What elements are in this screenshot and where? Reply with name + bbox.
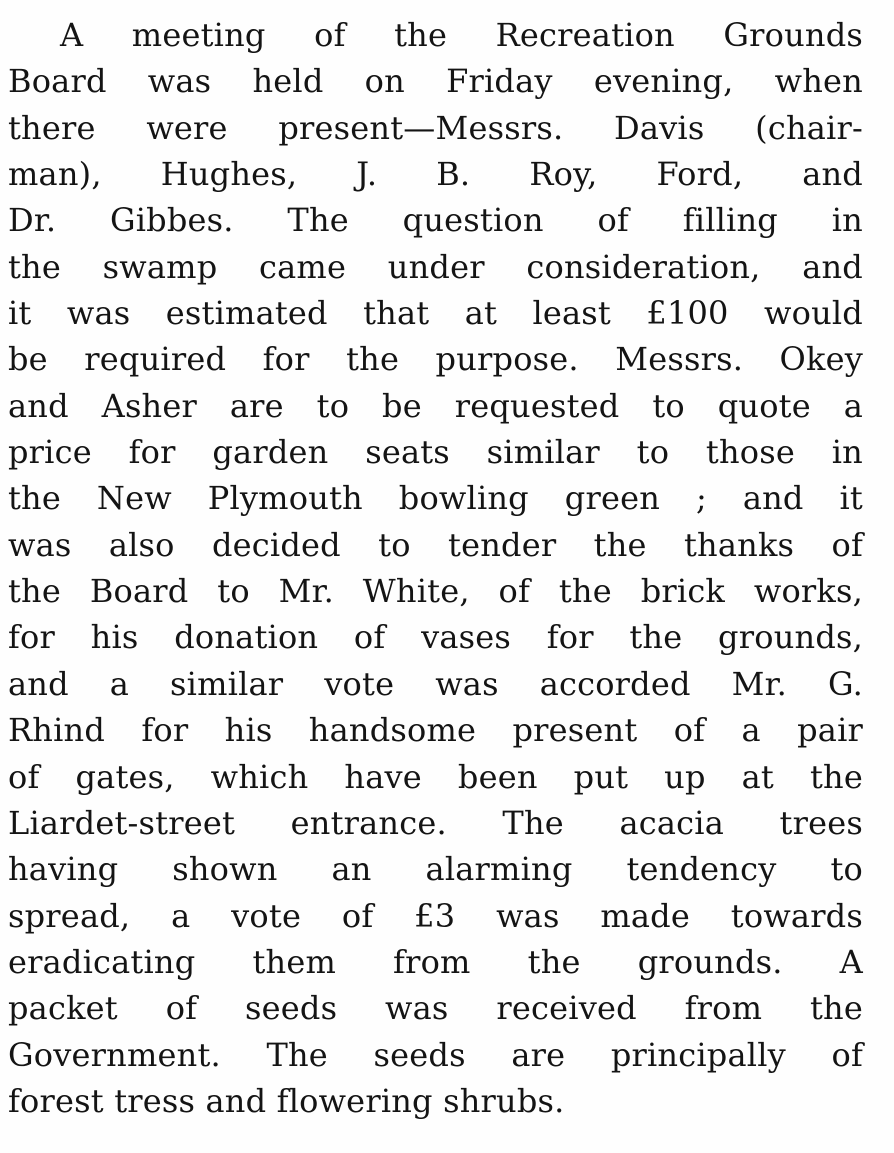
article-line: man), Hughes, J. B. Roy, Ford, and [8, 155, 863, 194]
article-line: and a similar vote was accorded Mr. G. [8, 664, 863, 703]
article-line: eradicating them from the grounds. A [8, 942, 863, 981]
article-line: was also decided to tender the thanks of [8, 525, 863, 564]
article-line: of gates, which have been put up at the [8, 757, 863, 796]
article-line: and Asher are to be requested to quote a [8, 386, 863, 425]
article-line: Rhind for his handsome present of a pair [8, 711, 863, 750]
article-line: for his donation of vases for the grounds, [8, 618, 863, 657]
article-line: Dr. Gibbes. The question of filling in [8, 201, 863, 240]
article-line: the swamp came under consideration, and [8, 247, 863, 286]
article-line: it was estimated that at least £100 would [8, 294, 863, 333]
article-line: packet of seeds was received from the [8, 989, 863, 1028]
article-line: Board was held on Friday evening, when [8, 62, 863, 101]
article-line: be required for the purpose. Messrs. Okey [8, 340, 863, 379]
article-line: A meeting of the Recreation Grounds [60, 16, 863, 54]
article-line: Liardet-street entrance. The acacia trees [8, 803, 863, 842]
article-line: having shown an alarming tendency to [8, 850, 863, 889]
article-line: Government. The seeds are principally of [8, 1035, 863, 1074]
article-line: forest tress and flowering shrubs. [8, 1081, 565, 1120]
article-line: price for garden seats similar to those in [8, 433, 863, 472]
article-line: spread, a vote of £3 was made towards [8, 896, 863, 935]
article-line: there were present—Messrs. Davis (chair- [8, 108, 863, 147]
article-line: the Board to Mr. White, of the brick works, [8, 572, 863, 611]
article-line: the New Plymouth bowling green ; and it [8, 479, 863, 518]
article-column [8, 12, 863, 1124]
